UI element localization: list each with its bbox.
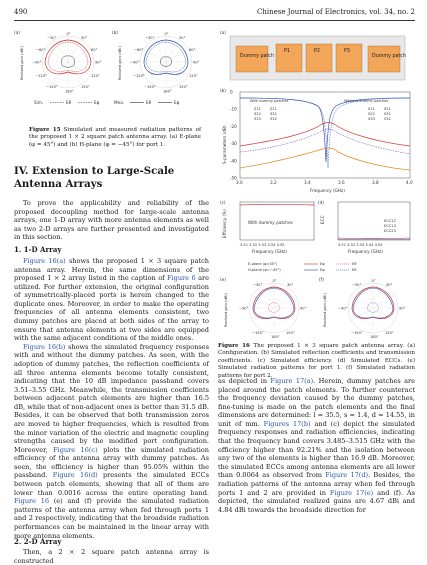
- svg-text:S11: S11: [368, 107, 375, 111]
- figure-17b-link[interactable]: Figures 17(b): [263, 419, 311, 428]
- svg-text:−90°: −90°: [32, 60, 42, 65]
- svg-text:(f): (f): [319, 277, 324, 282]
- svg-text:Efficiency (%): Efficiency (%): [222, 209, 227, 238]
- svg-text:Sim.: Sim.: [34, 100, 44, 105]
- svg-text:ECC13: ECC13: [384, 224, 396, 228]
- journal-title: Chinese Journal of Electronics, vol. 34, no. 2: [257, 8, 415, 16]
- svg-text:150°: 150°: [286, 331, 295, 335]
- svg-text:−90°: −90°: [239, 306, 249, 311]
- fig15b-panel-label: (b): [112, 30, 118, 35]
- svg-text:ECC: ECC: [320, 215, 325, 224]
- paragraph-1d-array: Figure 16(a) shows the proposed 1 × 3 square patch antenna array. Herein, the same dimensions of the proposed 1 × 2 array listed in the caption of Figure 6 are utilized. For further extension, the original configuration of symmetrically-placed ports is herein changed to the duplicate ones. Moreover, in order to make the operating frequencies of all antenna elements consistent, two dummy patches are placed at both sides of the array to ensure that antenna elements at two sides are equipped with the same adjacent conditions of the middle ones. Figure 16(b) shows the simulated frequency responses with and without the dummy patches. As seen, with the adoption of dummy patches, the reflection coefficients of all three antenna elements become totally consistent, indicating that the 10 dB impedance passband covers 3.51–3.55 GHz. Meanwhile, the transmission coefficients between adjacent patch elements are higher than 16.5 dB, while that of non-adjacent ones is better than 31.5 dB. Besides, it can be observed that both transmission zeros are moved to higher frequencies, which is resulted from the minor variation of the electric and magnetic coupling strengths caused by the modified port configuration. Moreover, Figure 16(c) plots the simulated radiation efficiency of the antenna array with dummy patches. As seen, the efficiency is higher than 95.05% within the passband. Figure 16(d) presents the simulated ECCs between patch elements, showing that all of them are lower than 0.0016 across the entire operating band. Figure 16 (e) and (f) provide the simulated radiation patterns of the antenna array when fed through ports 1 and 2 respectively, indicating that the broadside radiation performances can be maintained in the linear array with more antenna elements.: [14, 257, 209, 540]
- svg-text:(e): (e): [220, 277, 226, 282]
- svg-text:−60°: −60°: [134, 48, 144, 52]
- svg-text:−150°: −150°: [351, 331, 363, 335]
- svg-text:−30°: −30°: [145, 36, 155, 40]
- svg-text:Realized gain (dBi): Realized gain (dBi): [224, 293, 228, 327]
- svg-text:−150°: −150°: [46, 85, 58, 89]
- svg-text:(c): (c): [220, 200, 226, 205]
- svg-text:Realized gain (dBi): Realized gain (dBi): [323, 293, 327, 327]
- fig16d-ecc-chart: [316, 198, 415, 256]
- svg-text:Eθ: Eθ: [66, 100, 72, 105]
- svg-text:30°: 30°: [81, 36, 88, 40]
- svg-text:3.51 3.52 3.53 3.54 3.55: 3.51 3.52 3.53 3.54 3.55: [338, 243, 383, 247]
- figure-17a-link[interactable]: Figure 17(a): [270, 377, 314, 385]
- svg-text:−120°: −120°: [133, 74, 145, 78]
- sparam-xtick: 3.0: [236, 180, 243, 185]
- svg-text:Frequency (GHz): Frequency (GHz): [252, 249, 287, 254]
- svg-text:30°: 30°: [386, 283, 393, 287]
- svg-text:S-parameters (dB): S-parameters (dB): [222, 125, 227, 164]
- fig15a-polar-plot: [14, 28, 108, 96]
- svg-text:0°: 0°: [66, 32, 71, 36]
- sparam-xtick: 3.2: [270, 180, 277, 185]
- fig16e-polar-plot: [218, 275, 316, 341]
- svg-text:Mea.: Mea.: [114, 100, 125, 105]
- svg-text:90°: 90°: [193, 60, 200, 65]
- svg-text:ECC23: ECC23: [384, 229, 396, 233]
- svg-text:S21: S21: [384, 107, 391, 111]
- figure-17d-link[interactable]: Figure 17(d): [325, 471, 369, 480]
- svg-text:Dummy patch: Dummy patch: [240, 54, 274, 59]
- svg-text:90°: 90°: [300, 306, 307, 311]
- svg-text:−90°: −90°: [338, 306, 348, 311]
- svg-text:−120°: −120°: [35, 74, 47, 78]
- svg-text:Eφ: Eφ: [320, 262, 325, 266]
- figure-16b-link[interactable]: Figure 16(b): [23, 342, 66, 351]
- svg-text:3.51 3.52 3.53 3.54 3.55: 3.51 3.52 3.53 3.54 3.55: [240, 243, 285, 247]
- figure-16d-link[interactable]: Figure 16(d): [52, 471, 98, 480]
- svg-text:(b): (b): [220, 88, 226, 93]
- svg-text:Realized gain (dBi): Realized gain (dBi): [20, 46, 24, 80]
- svg-text:60°: 60°: [91, 48, 98, 52]
- sparam-xtick: 3.6: [338, 180, 345, 185]
- svg-text:With dummy patches: With dummy patches: [248, 220, 293, 225]
- svg-text:150°: 150°: [81, 85, 90, 89]
- sparam-ytick: -40: [230, 158, 237, 164]
- fig16-caption: Figure 16 The proposed 1 × 3 square patch antenna array. (a) Configuration. (b) Simulated reflection coefficients and transmission coefficients. (c) Simulated efficiency. (d) Simulated ECCs. (e) Simulated radiation patterns for port 1. (f) Simulated radiation patterns for port 2.: [218, 343, 416, 379]
- fig16b-sparams-chart: [218, 86, 415, 198]
- fig15a-panel-label: (a): [14, 30, 20, 35]
- svg-text:With dummy patches: With dummy patches: [250, 99, 289, 103]
- svg-text:60°: 60°: [189, 48, 196, 52]
- fig15b-polar-plot: [112, 28, 206, 96]
- svg-text:180°: 180°: [163, 89, 172, 94]
- svg-text:−30°: −30°: [253, 283, 263, 287]
- intro-paragraph: To prove the applicability and reliability of the proposed decoupling method for large-scale antenna arrays, one 1-D array with more antenna elements as well as two 2-D arrays are further presented and investigated in this section.: [14, 199, 209, 242]
- svg-text:S21: S21: [270, 107, 277, 111]
- svg-text:(d): (d): [318, 200, 324, 205]
- svg-text:S33: S33: [368, 117, 375, 121]
- fig15-caption: Figure 15 Simulated and measured radiation patterns of the proposed 1 × 2 square patch antenna array. (a) E-plane (φ = 45°) and (b) H-plane (φ = −45°) for port 1.: [29, 127, 202, 148]
- subsection-2d-array: 2. 2-D Array: [14, 537, 62, 546]
- sparam-xtick: 3.4: [304, 180, 311, 185]
- figure-16a-link[interactable]: Figure 16(a): [23, 257, 66, 265]
- svg-text:(a): (a): [220, 30, 226, 35]
- svg-text:180°: 180°: [271, 335, 280, 339]
- section-heading: IV. Extension to Large-Scale Antenna Arrays: [14, 165, 175, 190]
- fig16a-configuration: [218, 28, 415, 82]
- sparam-ytick: -30: [230, 141, 237, 147]
- sparam-ytick: -20: [230, 123, 237, 129]
- header-rule: [14, 20, 415, 21]
- svg-text:0°: 0°: [164, 32, 169, 36]
- svg-text:S11: S11: [254, 107, 261, 111]
- svg-text:P1: P1: [284, 49, 290, 54]
- svg-text:Eθ: Eθ: [352, 268, 357, 272]
- svg-text:S31: S31: [270, 112, 277, 116]
- page-header: [14, 8, 415, 19]
- svg-text:−90°: −90°: [130, 60, 140, 65]
- paragraph-2d-continued: as depicted in Figure 17(a). Herein, dummy patches are placed around the patch elements. To further counteract the frequency deviation caused by the dummy patches, fine-tuning is made on the patch elements and the final dimensions are determined: l = 35.5, s = 1.4, d = 14.55, in unit of mm. Figures 17(b) and (c) depict the simulated frequency responses and radiation efficiencies, indicating that the frequency band covers 3.485–3.515 GHz with the efficiency higher than 92.21% and the isolation between any two of the elements is higher than 16.9 dB. Moreover, the simulated ECCs among antenna elements are all lower than 0.0064 as observed from Figure 17(d). Besides, the radiation patterns of the antenna array when fed through ports 1 and 2 are provided in Figure 17(e) and (f). As depicted, the simulated realized gains are 4.67 dBi and 4.84 dBi towards the broadside direction for: [218, 377, 415, 514]
- svg-text:−30°: −30°: [47, 36, 57, 40]
- svg-text:Frequency (GHz): Frequency (GHz): [348, 249, 383, 254]
- svg-text:−60°: −60°: [36, 48, 46, 52]
- svg-text:90°: 90°: [95, 60, 102, 65]
- svg-text:H-plane (φ=−45°): H-plane (φ=−45°): [248, 268, 281, 272]
- svg-text:−150°: −150°: [144, 85, 156, 89]
- svg-text:S22: S22: [368, 112, 375, 116]
- fig16f-polar-plot: [317, 275, 415, 341]
- svg-text:S33: S33: [254, 117, 261, 121]
- svg-text:−150°: −150°: [252, 331, 264, 335]
- fig16c-efficiency-chart: [218, 198, 318, 256]
- svg-text:Realized gain (dBi): Realized gain (dBi): [118, 46, 122, 80]
- svg-text:180°: 180°: [65, 89, 74, 94]
- sparam-ytick: 0: [230, 89, 233, 95]
- svg-text:150°: 150°: [385, 331, 394, 335]
- figure-16-link[interactable]: Figure 16: [14, 497, 50, 506]
- svg-text:S22: S22: [254, 112, 261, 116]
- svg-text:0°: 0°: [272, 279, 277, 283]
- svg-text:S32: S32: [270, 117, 277, 121]
- svg-text:Eφ: Eφ: [320, 268, 325, 272]
- svg-text:Without dummy patches: Without dummy patches: [344, 99, 389, 103]
- svg-text:120°: 120°: [91, 74, 100, 78]
- svg-text:−30°: −30°: [352, 283, 362, 287]
- svg-text:E-plane (φ=45°): E-plane (φ=45°): [248, 262, 278, 266]
- svg-text:Eφ: Eφ: [174, 100, 180, 105]
- svg-text:180°: 180°: [370, 335, 379, 339]
- svg-text:30°: 30°: [179, 36, 186, 40]
- svg-text:P2: P2: [314, 49, 320, 54]
- svg-text:150°: 150°: [179, 85, 188, 89]
- svg-text:30°: 30°: [287, 283, 294, 287]
- figure-16c-link[interactable]: Figure 16(c): [53, 445, 98, 454]
- sparam-xtick: 3.8: [372, 180, 379, 185]
- svg-text:P3: P3: [344, 49, 350, 54]
- fig16-pattern-legend: [248, 260, 398, 274]
- svg-text:90°: 90°: [399, 306, 406, 311]
- sparam-xtick: 4.0: [406, 180, 413, 185]
- fig15-legend: [34, 98, 194, 107]
- sparam-ytick: -50: [230, 175, 237, 181]
- svg-text:S31: S31: [384, 112, 391, 116]
- sparam-ytick: -10: [230, 106, 237, 112]
- figure-17e-link[interactable]: Figure 17(e): [329, 488, 374, 497]
- svg-text:0°: 0°: [371, 279, 376, 283]
- svg-text:120°: 120°: [189, 74, 198, 78]
- svg-text:S32: S32: [384, 117, 391, 121]
- svg-text:Dummy patch: Dummy patch: [372, 54, 406, 59]
- svg-text:Eθ: Eθ: [146, 100, 152, 105]
- svg-text:ECC12: ECC12: [384, 219, 396, 223]
- figure-6-link[interactable]: Figure 6: [167, 274, 196, 283]
- paragraph-2d-array: Then, a 2 × 2 square patch antenna array is constructed: [14, 548, 209, 565]
- svg-text:Eθ: Eθ: [352, 262, 357, 266]
- page-number: 490: [14, 8, 28, 16]
- svg-text:Frequency (GHz): Frequency (GHz): [310, 188, 345, 193]
- subsection-1d-array: 1. 1-D Array: [14, 245, 62, 254]
- svg-text:Eφ: Eφ: [94, 100, 100, 105]
